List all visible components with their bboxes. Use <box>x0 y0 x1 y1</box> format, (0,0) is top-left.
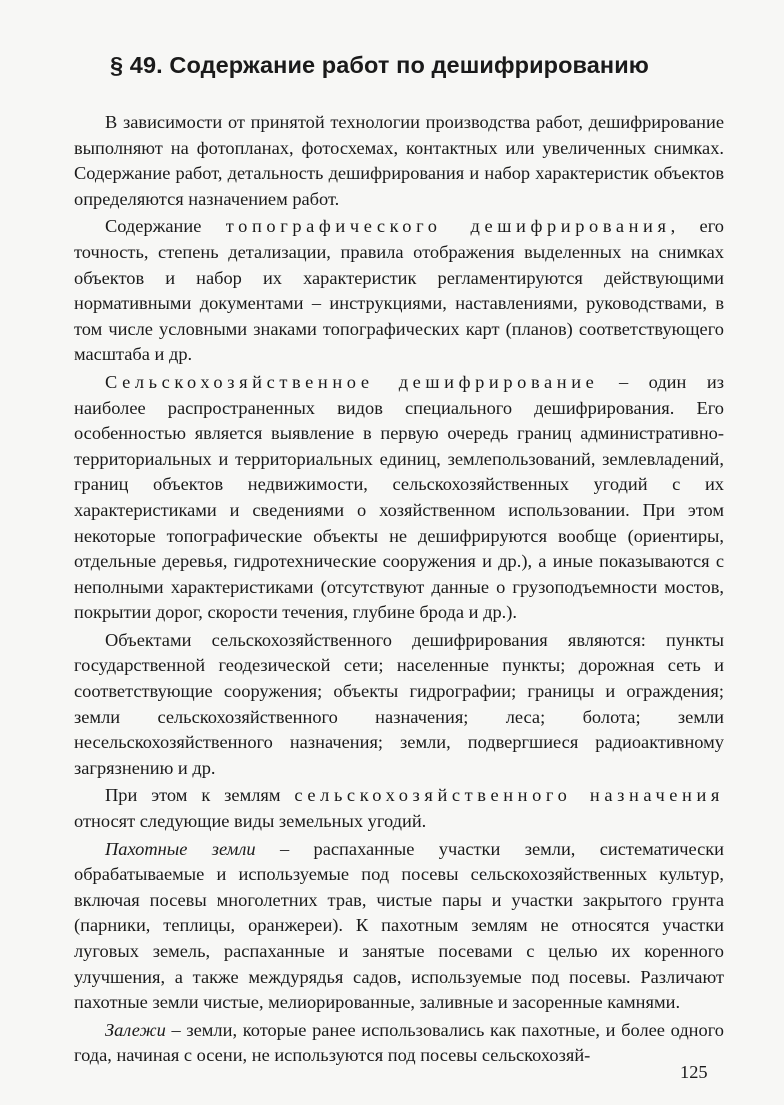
paragraph-1: В зависимости от принятой технологии производства работ, дешифрирование выполняют на фотопланах, фотосхемах, контактных или увеличенных снимках. Содержание работ, детальность дешифрирования и набор характеристик объектов определяются назначением работ. <box>74 112 724 209</box>
paragraph-4: Объектами сельскохозяйственного дешифрирования являются: пункты государственной геодезической сети; населенные пункты; дорожная сеть и соответствующие сооружения; объекты гидрографии; границы и ограждения; земли сельскохозяйственного назначения; леса; болота; земли несельскохозяйственного назначения; земли, подвергшиеся радиоактивному загрязнению и др. <box>74 629 724 778</box>
paragraph-6-rest: – распаханные участки земли, систематически обрабатываемые и используемые под посевы сельскохозяйственных культур, включая посевы многолетних трав, чистые пары и участки закрытого грунта (парники, теплицы, оранжереи). К пахотным землям не относятся участки луговых земель, распаханные и занятые посевами с целью их коренного улучшения, а также междурядья садов, используемые под посевы. Различают пахотные земли чистые, мелиорированные, заливные и засоренные камнями. <box>74 838 725 1013</box>
paragraph-2 <box>74 214 724 368</box>
paragraph-5-start: При этом к землям <box>105 785 295 806</box>
paragraph-6 <box>74 837 724 1016</box>
paragraph-2-start: Содержание <box>105 216 226 237</box>
paragraph-7 <box>74 1018 724 1069</box>
section-heading: § 49. Содержание работ по дешифрированию <box>110 52 649 78</box>
term-arable-land: Пахотные земли <box>105 838 256 859</box>
spaced-term-agricultural: Сельскохозяйственное дешифрирование <box>105 371 599 392</box>
paragraph-5-rest: относят следующие виды земельных угодий. <box>74 811 427 832</box>
paragraph-2-rest: , его точность, степень детализации, правила отображения выделенных на снимках объектов и набор их характеристик регламентируются действующими нормативными документами – инструкциями, наставлениями, руководствами, в том числе условными знаками топографических карт (планов) соответствующего масштаба и др. <box>74 216 724 365</box>
paragraph-7-rest: – земли, которые ранее использовались как пахотные, и более одного года, начиная с осени, не используются под посевы сельскохозяй- <box>74 1019 724 1066</box>
spaced-term-topographic: топографического дешифрирования <box>225 216 671 237</box>
spaced-term-purpose: сельскохозяйственного назначения <box>294 785 724 806</box>
term-fallow: Залежи <box>105 1019 166 1040</box>
paragraph-5 <box>74 783 724 834</box>
page-number: 125 <box>680 1062 708 1082</box>
paragraph-3 <box>74 370 724 626</box>
paragraph-3-rest: – один из наиболее распространенных видов специального дешифрирования. Его особенностью является выявление в первую очередь границ административно-территориальных и территориальных единиц, землепользований, землевладений, границ объектов недвижимости, сельскохозяйственных угодий с их характеристиками и сведениями о хозяйственном использовании. При этом некоторые топографические объекты не дешифрируются вообще (ориентиры, отдельные деревья, гидротехнические сооружения и др.), а иные показываются с неполными характеристиками (отсутствуют данные о грузоподъемности мостов, покрытии дорог, скорости течения, глубине брода и др.). <box>74 371 724 623</box>
